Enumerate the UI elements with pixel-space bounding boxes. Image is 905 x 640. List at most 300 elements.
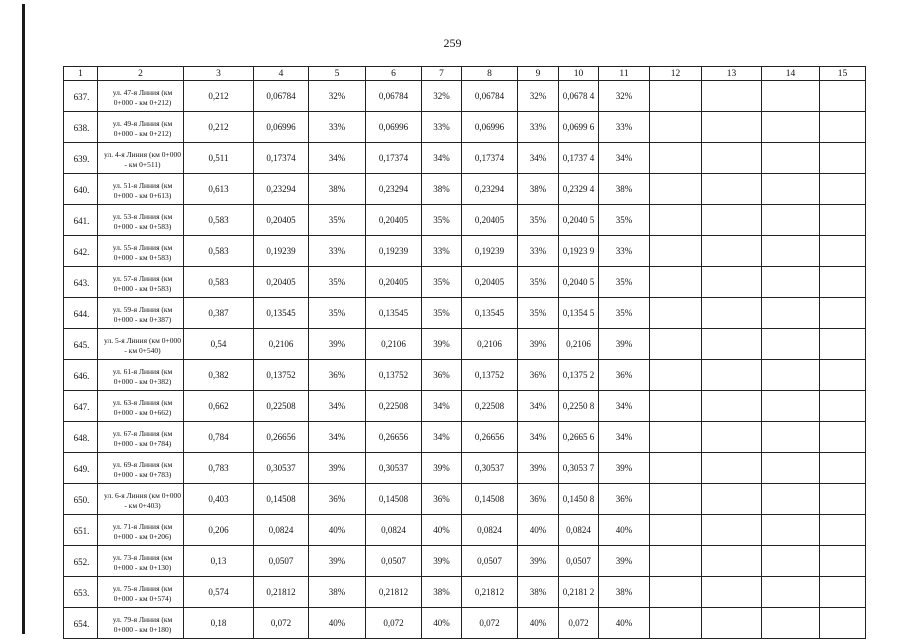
cell-col-8: 0,23294	[462, 174, 518, 205]
empty-cell-col-13	[702, 453, 762, 484]
cell-col-7: 34%	[422, 143, 462, 174]
cell-col-6: 0,13545	[366, 298, 422, 329]
cell-col-11: 34%	[599, 391, 650, 422]
page-number: 259	[443, 36, 462, 50]
street-name: ул. 75-я Линия (км 0+000 - км 0+574)	[98, 577, 184, 608]
cell-col-8: 0,0824	[462, 515, 518, 546]
empty-cell-col-14	[762, 608, 820, 639]
cell-col-3: 0,403	[184, 484, 254, 515]
row-number: 637.	[64, 81, 98, 112]
empty-cell-col-15	[820, 143, 866, 174]
cell-col-4: 0,22508	[254, 391, 309, 422]
cell-col-4: 0,20405	[254, 205, 309, 236]
cell-col-4: 0,23294	[254, 174, 309, 205]
cell-col-7: 35%	[422, 205, 462, 236]
empty-cell-col-15	[820, 267, 866, 298]
cell-col-8: 0,26656	[462, 422, 518, 453]
row-number: 651.	[64, 515, 98, 546]
table-row	[64, 422, 866, 453]
cell-col-6: 0,17374	[366, 143, 422, 174]
cell-col-5: 35%	[309, 267, 366, 298]
empty-cell-col-12	[650, 608, 702, 639]
table-body	[64, 81, 866, 639]
column-header: 12	[650, 67, 702, 81]
cell-col-9: 33%	[518, 112, 559, 143]
margin-rule	[22, 4, 25, 634]
cell-col-6: 0,20405	[366, 267, 422, 298]
cell-col-5: 39%	[309, 453, 366, 484]
cell-col-8: 0,13545	[462, 298, 518, 329]
cell-col-4: 0,072	[254, 608, 309, 639]
cell-col-4: 0,13545	[254, 298, 309, 329]
street-name: ул. 63-я Линия (км 0+000 - км 0+662)	[98, 391, 184, 422]
cell-col-6: 0,06784	[366, 81, 422, 112]
cell-col-10: 0,1375 2	[559, 360, 599, 391]
street-name: ул. 79-я Линия (км 0+000 - км 0+180)	[98, 608, 184, 639]
cell-col-5: 39%	[309, 546, 366, 577]
cell-col-4: 0,06996	[254, 112, 309, 143]
cell-col-7: 35%	[422, 298, 462, 329]
cell-col-9: 33%	[518, 236, 559, 267]
cell-col-3: 0,13	[184, 546, 254, 577]
cell-col-10: 0,2106	[559, 329, 599, 360]
street-name: ул. 4-я Линия (км 0+000 - км 0+511)	[98, 143, 184, 174]
cell-col-10: 0,2329 4	[559, 174, 599, 205]
empty-cell-col-15	[820, 205, 866, 236]
row-number: 652.	[64, 546, 98, 577]
cell-col-9: 36%	[518, 360, 559, 391]
cell-col-6: 0,30537	[366, 453, 422, 484]
cell-col-6: 0,22508	[366, 391, 422, 422]
empty-cell-col-14	[762, 360, 820, 391]
cell-col-6: 0,06996	[366, 112, 422, 143]
cell-col-3: 0,206	[184, 515, 254, 546]
empty-cell-col-13	[702, 484, 762, 515]
column-header: 9	[518, 67, 559, 81]
row-number: 641.	[64, 205, 98, 236]
table-row	[64, 608, 866, 639]
empty-cell-col-14	[762, 329, 820, 360]
empty-cell-col-15	[820, 546, 866, 577]
table-row	[64, 391, 866, 422]
empty-cell-col-13	[702, 174, 762, 205]
street-name: ул. 49-я Линия (км 0+000 - км 0+212)	[98, 112, 184, 143]
empty-cell-col-15	[820, 515, 866, 546]
row-number: 647.	[64, 391, 98, 422]
cell-col-11: 35%	[599, 298, 650, 329]
cell-col-7: 38%	[422, 174, 462, 205]
table-row	[64, 267, 866, 298]
empty-cell-col-13	[702, 298, 762, 329]
street-name: ул. 61-я Линия (км 0+000 - км 0+382)	[98, 360, 184, 391]
empty-cell-col-12	[650, 360, 702, 391]
cell-col-11: 38%	[599, 174, 650, 205]
empty-cell-col-12	[650, 205, 702, 236]
cell-col-10: 0,2665 6	[559, 422, 599, 453]
cell-col-4: 0,19239	[254, 236, 309, 267]
cell-col-6: 0,072	[366, 608, 422, 639]
cell-col-7: 35%	[422, 267, 462, 298]
empty-cell-col-12	[650, 515, 702, 546]
cell-col-10: 0,0824	[559, 515, 599, 546]
cell-col-5: 32%	[309, 81, 366, 112]
table-row	[64, 484, 866, 515]
cell-col-7: 36%	[422, 484, 462, 515]
data-table	[63, 66, 866, 639]
row-number: 644.	[64, 298, 98, 329]
cell-col-6: 0,0824	[366, 515, 422, 546]
cell-col-5: 38%	[309, 577, 366, 608]
empty-cell-col-15	[820, 391, 866, 422]
empty-cell-col-13	[702, 577, 762, 608]
cell-col-3: 0,783	[184, 453, 254, 484]
cell-col-8: 0,20405	[462, 205, 518, 236]
cell-col-9: 36%	[518, 484, 559, 515]
empty-cell-col-15	[820, 81, 866, 112]
table-row	[64, 453, 866, 484]
cell-col-3: 0,613	[184, 174, 254, 205]
empty-cell-col-15	[820, 236, 866, 267]
cell-col-5: 35%	[309, 205, 366, 236]
column-header: 13	[702, 67, 762, 81]
empty-cell-col-12	[650, 143, 702, 174]
cell-col-9: 35%	[518, 267, 559, 298]
cell-col-5: 36%	[309, 484, 366, 515]
cell-col-11: 34%	[599, 422, 650, 453]
empty-cell-col-12	[650, 577, 702, 608]
column-header: 6	[366, 67, 422, 81]
empty-cell-col-14	[762, 515, 820, 546]
cell-col-3: 0,583	[184, 205, 254, 236]
empty-cell-col-13	[702, 608, 762, 639]
street-name: ул. 51-я Линия (км 0+000 - км 0+613)	[98, 174, 184, 205]
cell-col-9: 34%	[518, 143, 559, 174]
street-name: ул. 55-я Линия (км 0+000 - км 0+583)	[98, 236, 184, 267]
cell-col-6: 0,14508	[366, 484, 422, 515]
cell-col-5: 40%	[309, 608, 366, 639]
cell-col-5: 36%	[309, 360, 366, 391]
cell-col-9: 39%	[518, 329, 559, 360]
cell-col-10: 0,0507	[559, 546, 599, 577]
cell-col-4: 0,2106	[254, 329, 309, 360]
empty-cell-col-12	[650, 453, 702, 484]
empty-cell-col-14	[762, 453, 820, 484]
street-name: ул. 69-я Линия (км 0+000 - км 0+783)	[98, 453, 184, 484]
cell-col-4: 0,26656	[254, 422, 309, 453]
cell-col-5: 33%	[309, 236, 366, 267]
column-header: 14	[762, 67, 820, 81]
row-number: 642.	[64, 236, 98, 267]
cell-col-10: 0,1923 9	[559, 236, 599, 267]
cell-col-10: 0,3053 7	[559, 453, 599, 484]
cell-col-9: 39%	[518, 546, 559, 577]
cell-col-7: 32%	[422, 81, 462, 112]
cell-col-7: 39%	[422, 546, 462, 577]
cell-col-9: 39%	[518, 453, 559, 484]
cell-col-10: 0,1354 5	[559, 298, 599, 329]
cell-col-8: 0,0507	[462, 546, 518, 577]
cell-col-11: 35%	[599, 205, 650, 236]
table-row	[64, 546, 866, 577]
empty-cell-col-15	[820, 453, 866, 484]
table-row	[64, 174, 866, 205]
cell-col-3: 0,18	[184, 608, 254, 639]
empty-cell-col-13	[702, 546, 762, 577]
cell-col-3: 0,382	[184, 360, 254, 391]
empty-cell-col-15	[820, 329, 866, 360]
empty-cell-col-12	[650, 484, 702, 515]
cell-col-10: 0,2250 8	[559, 391, 599, 422]
row-number: 640.	[64, 174, 98, 205]
empty-cell-col-12	[650, 81, 702, 112]
empty-cell-col-13	[702, 267, 762, 298]
cell-col-7: 40%	[422, 608, 462, 639]
cell-col-7: 33%	[422, 112, 462, 143]
cell-col-4: 0,13752	[254, 360, 309, 391]
cell-col-3: 0,784	[184, 422, 254, 453]
cell-col-6: 0,26656	[366, 422, 422, 453]
column-header: 4	[254, 67, 309, 81]
empty-cell-col-13	[702, 81, 762, 112]
cell-col-4: 0,17374	[254, 143, 309, 174]
column-header: 8	[462, 67, 518, 81]
cell-col-3: 0,212	[184, 81, 254, 112]
empty-cell-col-14	[762, 81, 820, 112]
cell-col-11: 32%	[599, 81, 650, 112]
cell-col-11: 40%	[599, 608, 650, 639]
empty-cell-col-12	[650, 422, 702, 453]
cell-col-8: 0,22508	[462, 391, 518, 422]
empty-cell-col-14	[762, 267, 820, 298]
table-row	[64, 577, 866, 608]
empty-cell-col-12	[650, 546, 702, 577]
cell-col-8: 0,19239	[462, 236, 518, 267]
column-header: 5	[309, 67, 366, 81]
cell-col-3: 0,212	[184, 112, 254, 143]
empty-cell-col-13	[702, 422, 762, 453]
cell-col-11: 38%	[599, 577, 650, 608]
empty-cell-col-14	[762, 143, 820, 174]
empty-cell-col-14	[762, 391, 820, 422]
table-row	[64, 112, 866, 143]
cell-col-8: 0,20405	[462, 267, 518, 298]
cell-col-7: 36%	[422, 360, 462, 391]
empty-cell-col-12	[650, 391, 702, 422]
cell-col-3: 0,387	[184, 298, 254, 329]
empty-cell-col-12	[650, 236, 702, 267]
cell-col-11: 33%	[599, 236, 650, 267]
cell-col-9: 38%	[518, 577, 559, 608]
row-number: 646.	[64, 360, 98, 391]
row-number: 653.	[64, 577, 98, 608]
table-row	[64, 143, 866, 174]
column-header: 1	[64, 67, 98, 81]
cell-col-4: 0,0824	[254, 515, 309, 546]
empty-cell-col-14	[762, 577, 820, 608]
column-header: 15	[820, 67, 866, 81]
cell-col-6: 0,2106	[366, 329, 422, 360]
row-number: 645.	[64, 329, 98, 360]
row-number: 643.	[64, 267, 98, 298]
cell-col-11: 33%	[599, 112, 650, 143]
empty-cell-col-12	[650, 329, 702, 360]
cell-col-8: 0,06996	[462, 112, 518, 143]
cell-col-3: 0,583	[184, 236, 254, 267]
street-name: ул. 67-я Линия (км 0+000 - км 0+784)	[98, 422, 184, 453]
empty-cell-col-13	[702, 112, 762, 143]
table-row	[64, 360, 866, 391]
cell-col-6: 0,0507	[366, 546, 422, 577]
cell-col-11: 35%	[599, 267, 650, 298]
empty-cell-col-14	[762, 174, 820, 205]
table-row	[64, 329, 866, 360]
cell-col-3: 0,583	[184, 267, 254, 298]
cell-col-7: 39%	[422, 329, 462, 360]
empty-cell-col-15	[820, 484, 866, 515]
cell-col-10: 0,2040 5	[559, 205, 599, 236]
table-row	[64, 515, 866, 546]
empty-cell-col-12	[650, 298, 702, 329]
cell-col-4: 0,20405	[254, 267, 309, 298]
cell-col-11: 40%	[599, 515, 650, 546]
empty-cell-col-14	[762, 112, 820, 143]
row-number: 650.	[64, 484, 98, 515]
cell-col-6: 0,20405	[366, 205, 422, 236]
cell-col-5: 39%	[309, 329, 366, 360]
column-header: 7	[422, 67, 462, 81]
cell-col-9: 34%	[518, 391, 559, 422]
cell-col-9: 40%	[518, 515, 559, 546]
cell-col-9: 40%	[518, 608, 559, 639]
cell-col-4: 0,30537	[254, 453, 309, 484]
cell-col-3: 0,511	[184, 143, 254, 174]
cell-col-8: 0,072	[462, 608, 518, 639]
street-name: ул. 57-я Линия (км 0+000 - км 0+583)	[98, 267, 184, 298]
cell-col-8: 0,06784	[462, 81, 518, 112]
table-row	[64, 236, 866, 267]
row-number: 654.	[64, 608, 98, 639]
cell-col-10: 0,2040 5	[559, 267, 599, 298]
street-name: ул. 53-я Линия (км 0+000 - км 0+583)	[98, 205, 184, 236]
street-name: ул. 71-я Линия (км 0+000 - км 0+206)	[98, 515, 184, 546]
cell-col-10: 0,0699 6	[559, 112, 599, 143]
cell-col-8: 0,21812	[462, 577, 518, 608]
empty-cell-col-15	[820, 608, 866, 639]
cell-col-11: 36%	[599, 360, 650, 391]
cell-col-11: 39%	[599, 329, 650, 360]
cell-col-7: 40%	[422, 515, 462, 546]
cell-col-6: 0,21812	[366, 577, 422, 608]
cell-col-8: 0,17374	[462, 143, 518, 174]
street-name: ул. 73-я Линия (км 0+000 - км 0+130)	[98, 546, 184, 577]
empty-cell-col-14	[762, 236, 820, 267]
street-name: ул. 59-я Линия (км 0+000 - км 0+387)	[98, 298, 184, 329]
empty-cell-col-14	[762, 205, 820, 236]
empty-cell-col-13	[702, 515, 762, 546]
empty-cell-col-13	[702, 391, 762, 422]
cell-col-6: 0,19239	[366, 236, 422, 267]
table-row	[64, 205, 866, 236]
cell-col-9: 32%	[518, 81, 559, 112]
table-row	[64, 298, 866, 329]
cell-col-3: 0,662	[184, 391, 254, 422]
cell-col-7: 33%	[422, 236, 462, 267]
cell-col-4: 0,0507	[254, 546, 309, 577]
header-row	[64, 67, 866, 81]
cell-col-10: 0,0678 4	[559, 81, 599, 112]
empty-cell-col-14	[762, 546, 820, 577]
cell-col-9: 35%	[518, 205, 559, 236]
street-name: ул. 6-я Линия (км 0+000 - км 0+403)	[98, 484, 184, 515]
street-name: ул. 5-я Линия (км 0+000 - км 0+540)	[98, 329, 184, 360]
cell-col-11: 39%	[599, 546, 650, 577]
cell-col-5: 33%	[309, 112, 366, 143]
empty-cell-col-13	[702, 205, 762, 236]
empty-cell-col-15	[820, 360, 866, 391]
cell-col-10: 0,1450 8	[559, 484, 599, 515]
empty-cell-col-14	[762, 298, 820, 329]
cell-col-5: 35%	[309, 298, 366, 329]
empty-cell-col-13	[702, 143, 762, 174]
empty-cell-col-13	[702, 360, 762, 391]
cell-col-3: 0,574	[184, 577, 254, 608]
cell-col-7: 34%	[422, 391, 462, 422]
cell-col-7: 38%	[422, 577, 462, 608]
row-number: 649.	[64, 453, 98, 484]
table-row	[64, 81, 866, 112]
cell-col-8: 0,14508	[462, 484, 518, 515]
empty-cell-col-15	[820, 112, 866, 143]
empty-cell-col-12	[650, 112, 702, 143]
row-number: 638.	[64, 112, 98, 143]
cell-col-8: 0,30537	[462, 453, 518, 484]
cell-col-4: 0,21812	[254, 577, 309, 608]
empty-cell-col-13	[702, 236, 762, 267]
empty-cell-col-15	[820, 577, 866, 608]
column-header: 10	[559, 67, 599, 81]
column-header: 11	[599, 67, 650, 81]
cell-col-4: 0,06784	[254, 81, 309, 112]
cell-col-6: 0,23294	[366, 174, 422, 205]
cell-col-9: 35%	[518, 298, 559, 329]
cell-col-11: 36%	[599, 484, 650, 515]
empty-cell-col-14	[762, 484, 820, 515]
cell-col-7: 39%	[422, 453, 462, 484]
cell-col-10: 0,072	[559, 608, 599, 639]
cell-col-5: 34%	[309, 391, 366, 422]
column-header: 2	[98, 67, 184, 81]
cell-col-8: 0,13752	[462, 360, 518, 391]
cell-col-6: 0,13752	[366, 360, 422, 391]
cell-col-5: 38%	[309, 174, 366, 205]
cell-col-5: 34%	[309, 422, 366, 453]
row-number: 648.	[64, 422, 98, 453]
cell-col-9: 34%	[518, 422, 559, 453]
empty-cell-col-15	[820, 174, 866, 205]
cell-col-7: 34%	[422, 422, 462, 453]
empty-cell-col-15	[820, 422, 866, 453]
cell-col-9: 38%	[518, 174, 559, 205]
row-number: 639.	[64, 143, 98, 174]
cell-col-4: 0,14508	[254, 484, 309, 515]
cell-col-3: 0,54	[184, 329, 254, 360]
empty-cell-col-13	[702, 329, 762, 360]
empty-cell-col-12	[650, 174, 702, 205]
cell-col-5: 34%	[309, 143, 366, 174]
empty-cell-col-15	[820, 298, 866, 329]
cell-col-10: 0,1737 4	[559, 143, 599, 174]
cell-col-10: 0,2181 2	[559, 577, 599, 608]
